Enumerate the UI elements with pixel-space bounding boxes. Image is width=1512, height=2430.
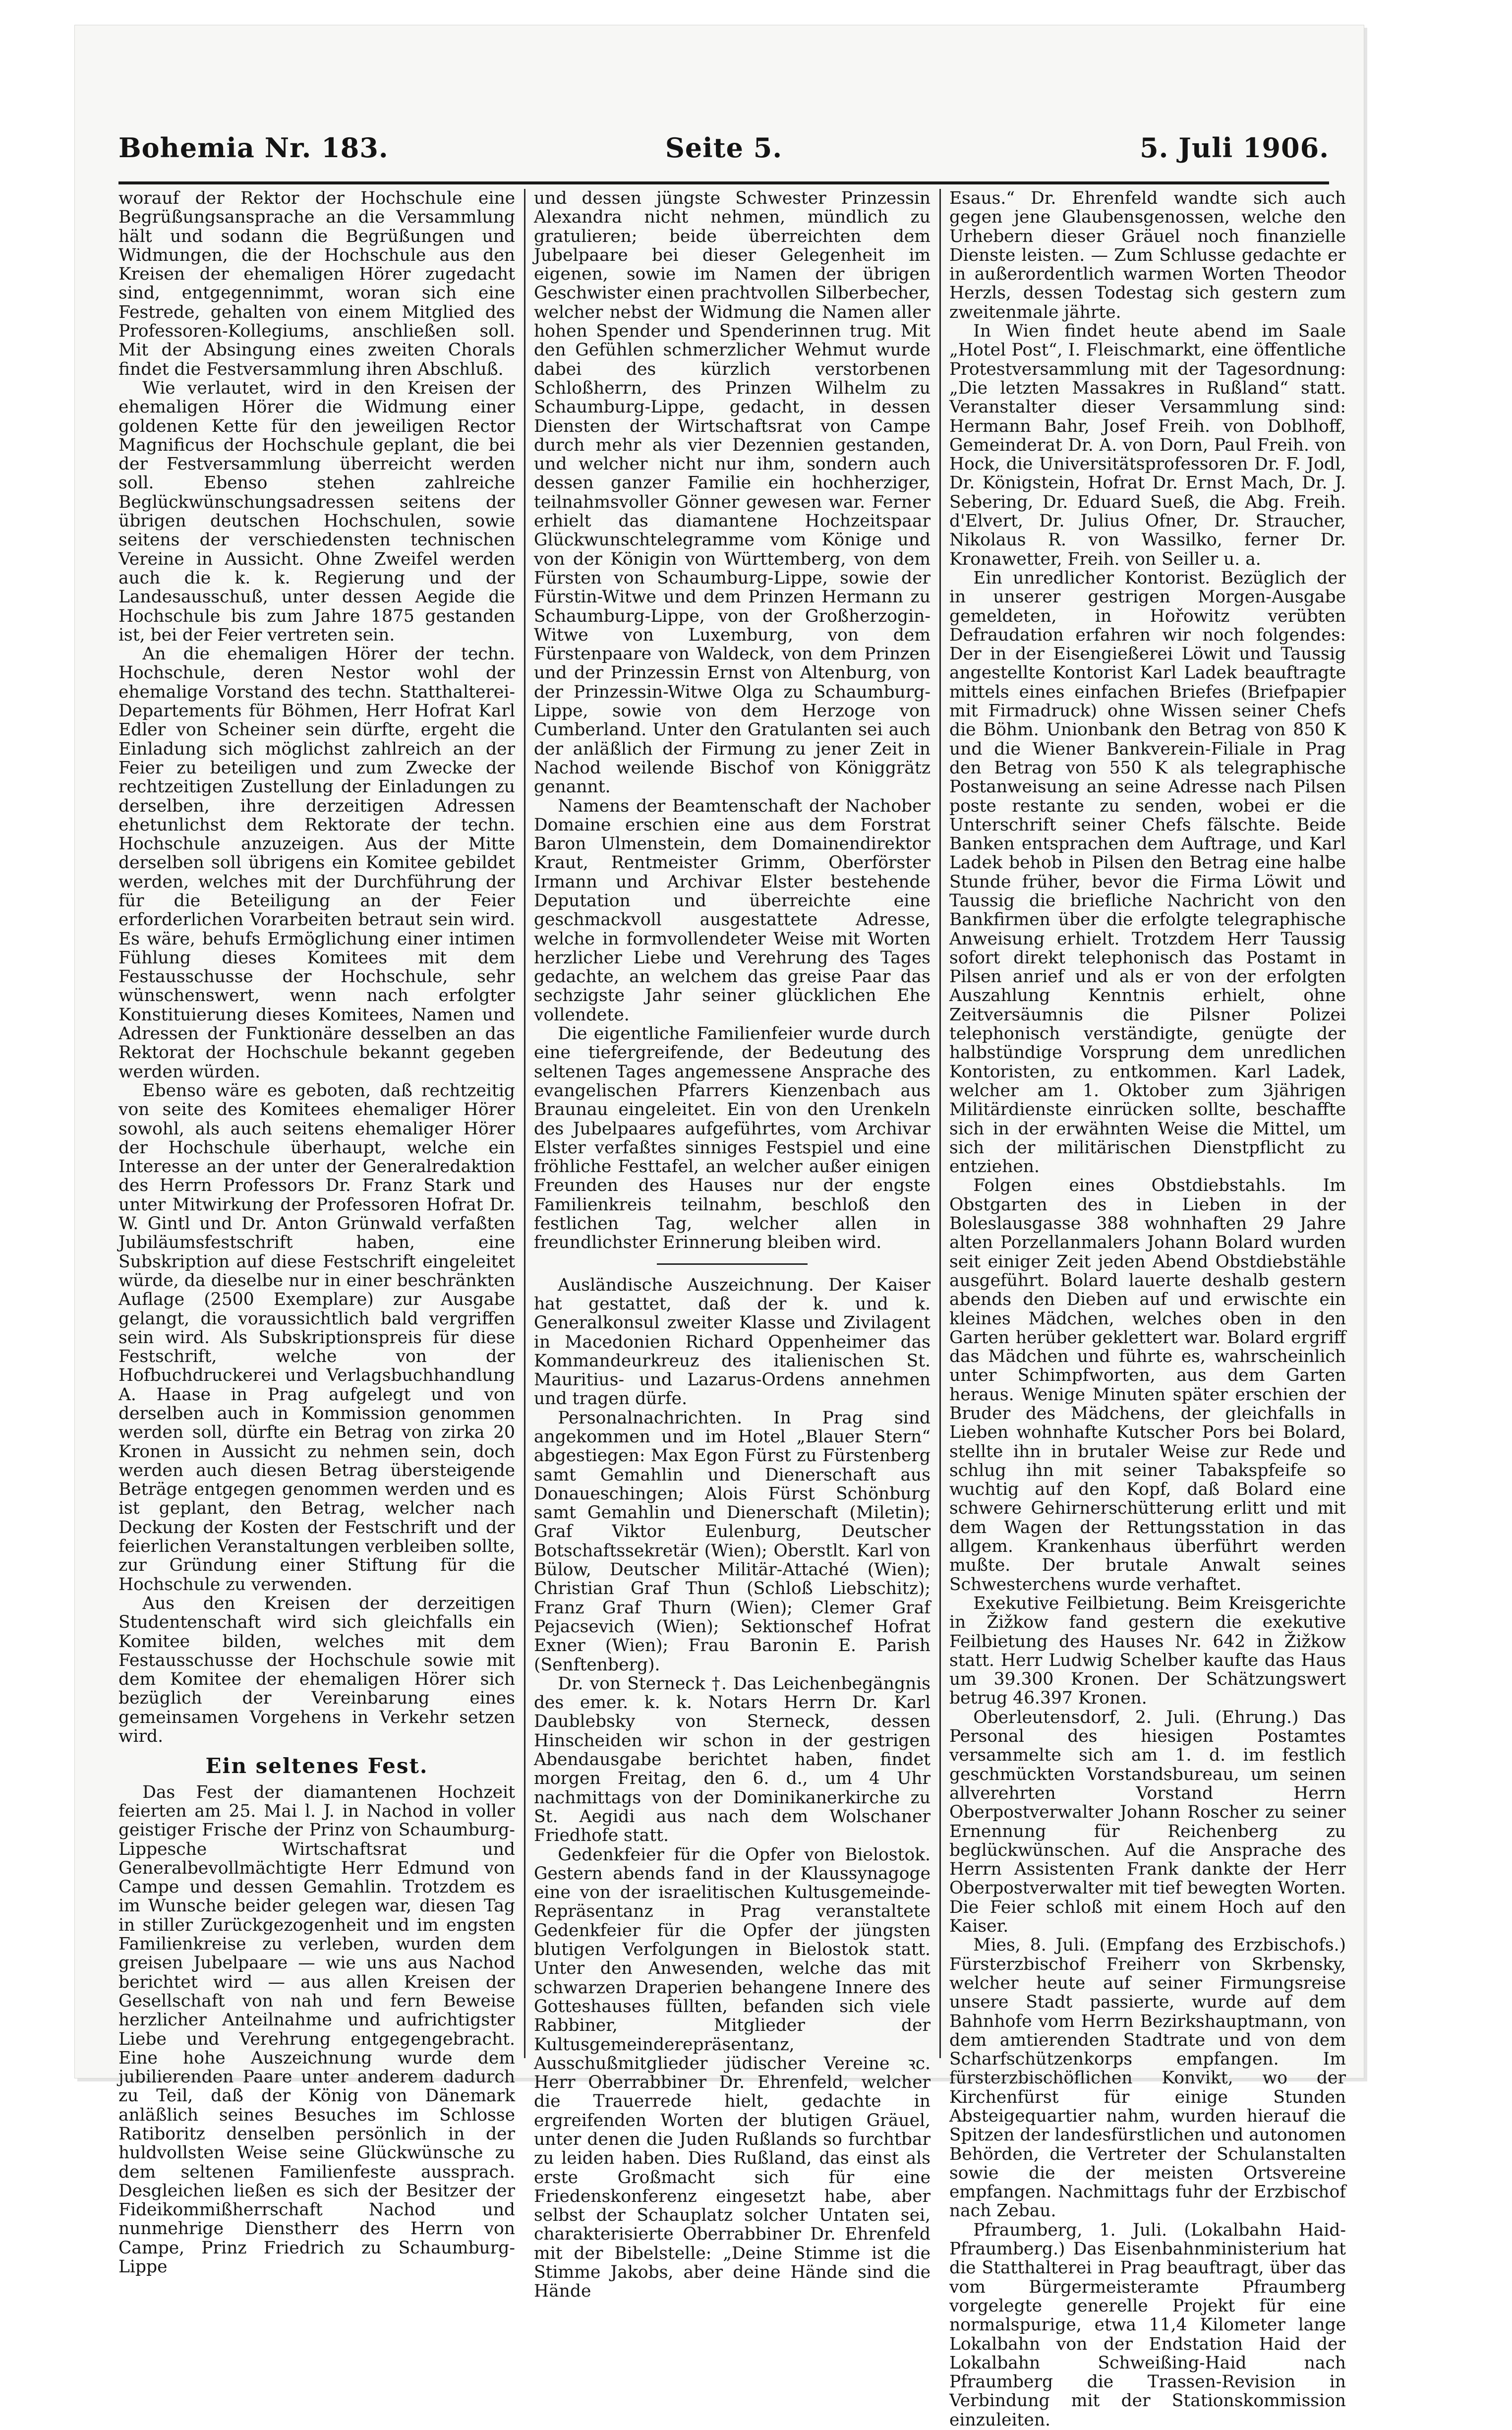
news-item: Ausländische Auszeichnung. Der Kaiser hat gestattet, daß der k. und k. Generalkonsul zweiter Klasse und Zivilagent in Macedonien Richard Oppenheimer das Kommandeurkreuz des italienischen St. Mauritius- und Lazarus-Ordens annehmen und tragen dürfe. (534, 1275, 930, 1409)
page-header (118, 132, 1329, 172)
article-paragraph: Aus den Kreisen der derzeitigen Studentenschaft wird sich gleichfalls ein Komitee bilden, welches mit dem Festausschusse der Hochschule sowie mit dem Komitee der ehemaligen Hörer sich bezüglich der Vereinbarung eines gemeinsamen Vorgehens in Verkehr setzen wird. (118, 1593, 515, 1747)
column-divider (524, 189, 525, 2058)
column-1 (118, 188, 515, 2277)
news-item: Ein unredlicher Kontorist. Bezüglich der in unserer gestrigen Morgen-Ausgabe gemeldeten, in Hořowitz verübten Defraudation erfahren wir noch folgendes: Der in der Eisengießerei Löwit und Taussig angestellte Kontorist Karl Ladek beauftragte mittels eines einfachen Briefes (Briefpapier mit Firmadruck) ohne Wissen seiner Chefs die Böhm. Unionbank den Betrag von 850 K und die Wiener Bankverein-Filiale in Prag den Betrag von 550 K als telegraphische Postanweisung an seine Adresse nach Pilsen poste restante zu senden, wobei er die Unterschrift seiner Chefs fälschte. Beide Banken entsprachen dem Auftrage, und Karl Ladek behob in Pilsen den Betrag eine halbe Stunde früher, bevor die Firma Löwit und Taussig die briefliche Nachricht von den Bankfirmen über die erfolgte telegraphische Anweisung erhielt. Trotzdem Herr Taussig sofort direkt telephonisch das Postamt in Pilsen anrief und als er von der erfolgten Auszahlung Kenntnis erhielt, ohne Zeitversäumnis die Pilsner Polizei telephonisch verständigte, genügte der halbstündige Vorsprung dem unredlichen Kontoristen, zu entkommen. Karl Ladek, welcher am 1. Oktober zum 3jährigen Militärdienste einrücken sollte, beschaffte sich in der erwähnten Weise die Mittel, um sich der militärischen Dienstpflicht zu entziehen. (949, 568, 1346, 1177)
article-paragraph: Wie verlautet, wird in den Kreisen der ehemaligen Hörer die Widmung einer goldenen Kette für den jeweiligen Rector Magnificus der Hochschule geplant, die bei der Festversammlung überreicht werden soll. Ebenso stehen zahlreiche Beglückwünschungsadressen seitens der übrigen deutschen Hochschulen, sowie seitens der verschiedensten technischen Vereine in Aussicht. Ohne Zweifel werden auch die k. k. Regierung und der Landesausschuß, unter dessen Aegide die Hochschule bis zum Jahre 1875 gestanden ist, bei der Feier vertreten sein. (118, 378, 515, 645)
publication-title: Bohemia Nr. 183. (118, 132, 389, 164)
article-paragraph: Die eigentliche Familienfeier wurde durch eine tiefergreifende, der Bedeutung des seltenen Tages angemessene Ansprache des evangelischen Pfarrers Kienzenbach aus Braunau eingeleitet. Ein von den Urenkeln des Jubelpaares aufgeführtes, vom Archivar Elster verfaßtes sinniges Festspiel und eine fröhliche Festtafel, an welcher außer einigen Freunden des Hauses nur der engste Familienkreis teilnahm, beschloß den festlichen Tag, welcher allen in freundlichster Erinnerung bleiben wird. (534, 1024, 930, 1253)
newspaper-page (74, 25, 1364, 2430)
article-paragraph: Esaus.“ Dr. Ehrenfeld wandte sich auch gegen jene Glaubensgenossen, welche den Urhebern dieser Gräuel noch finanzielle Dienste leisten. — Zum Schlusse gedachte er in außerordentlich warmen Worten Theodor Herzls, dessen Todestag sich gestern zum zweitenmale jährte. (949, 188, 1346, 322)
news-item: Oberleutensdorf, 2. Juli. (Ehrung.) Das Personal des hiesigen Postamtes versammelte sich am 1. d. im festlich geschmückten Vorstandsbureau, um seinen allverehrten Vorstand Herrn Oberpostverwalter Johann Roscher zu seiner Ernennung für Reichenberg zu beglückwünschen. Auf die Ansprache des Herrn Assistenten Frank dankte der Herr Oberpostverwalter mit tief bewegten Worten. Die Feier schloß mit einem Hoch auf den Kaiser. (949, 1707, 1346, 1937)
column-2 (534, 188, 930, 2302)
news-item: Mies, 8. Juli. (Empfang des Erzbischofs.) Fürsterzbischof Freiherr von Skrbensky, welcher heute auf seiner Firmungsreise unsere Stadt passierte, wurde auf dem Bahnhofe vom Herrn Bezirkshauptmann, von dem amtierenden Stadtrate und von dem Scharfschützenkorps empfangen. Im fürsterzbischöflichen Konvikt, wo der Kirchenfürst für einige Stunden Absteigequartier nahm, wurden hierauf die Spitzen der landesfürstlichen und autonomen Behörden, die Vertreter der Schulanstalten sowie die der meisten Ortsvereine empfangen. Nachmittags fuhr der Erzbischof nach Zebau. (949, 1935, 1346, 2221)
article-paragraph: In Wien findet heute abend im Saale „Hotel Post“, I. Fleischmarkt, eine öffentliche Protestversammlung mit der Tagesordnung: „Die letzten Massakres in Rußland“ statt. Veranstalter dieser Versammlung sind: Hermann Bahr, Josef Freih. von Doblhoff, Gemeinderat Dr. A. von Dorn, Paul Freih. von Hock, die Universitätsprofessoren Dr. F. Jodl, Dr. Königstein, Hofrat Dr. Ernst Mach, Dr. J. Sebering, Dr. Eduard Sueß, die Abg. Freih. d'Elvert, Dr. Julius Ofner, Dr. Straucher, Nikolaus R. von Wassilko, ferner Dr. Kronawetter, Freih. von Seiller u. a. (949, 321, 1346, 569)
article-paragraph: An die ehemaligen Hörer der techn. Hochschule, deren Nestor wohl der ehemalige Vorstand des techn. Statthalterei-Departements für Böhmen, Herr Hofrat Karl Edler von Scheiner sein dürfte, ergeht die Einladung sich möglichst zahlreich an der Feier zu beteiligen und zum Zwecke der rechtzeitigen Zustellung der Einladungen zu derselben, ihre derzeitigen Adressen ehetunlichst dem Rektorate der techn. Hochschule anzuzeigen. Aus der Mitte derselben soll übrigens ein Komitee gebildet werden, welches mit der Durchführung der für die Beteiligung an der Feier erforderlichen Vorarbeiten betraut sein wird. Es wäre, behufs Ermöglichung einer intimen Fühlung dieses Komitees mit dem Festausschusse der Hochschule, sehr wünschenswert, wenn nach erfolgter Konstituierung dieses Komitees, Namen und Adressen der Funktionäre desselben an das Rektorat der Hochschule bekannt gegeben werden würden. (118, 644, 515, 1082)
article-paragraph: Ebenso wäre es geboten, daß rechtzeitig von seite des Komitees ehemaliger Hörer sowohl, als auch seitens ehemaliger Hörer der Hochschule überhaupt, welche ein Interesse an der unter der Generalredaktion des Herrn Professors Dr. Franz Stark und unter Mitwirkung der Professoren Hofrat Dr. W. Gintl und Dr. Anton Grünwald verfaßten Jubiläumsfestschrift haben, eine Subskription auf diese Festschrift eingeleitet würde, da dieselbe nur in einer beschränkten Auflage (2500 Exemplare) zur Ausgabe gelangt, die voraussichtlich bald vergriffen sein wird. Als Subskriptionspreis für diese Festschrift, welche von der Hofbuchdruckerei und Verlagsbuchhandlung A. Haase in Prag aufgelegt und von derselben auch in Kommission genommen werden soll, dürfte ein Betrag von zirka 20 Kronen in Aussicht zu nehmen sein, doch werden auch diesen Betrag übersteigende Beträge entgegen genommen werden und es ist geplant, den Betrag, welcher nach Deckung der Kosten der Festschrift und der feierlichen Veranstaltungen verbleiben sollte, zur Gründung einer Stiftung für die Hochschule zu verwenden. (118, 1080, 515, 1595)
news-item: Dr. von Sterneck †. Das Leichenbegängnis des emer. k. k. Notars Herrn Dr. Karl Daublebsky von Sterneck, dessen Hinscheiden wir schon in der gestrigen Abendausgabe berichtet haben, findet morgen Freitag, den 6. d., um 4 Uhr nachmittags von der Dominikanerkirche zu St. Aegidi aus nach dem Wolschaner Friedhofe statt. (534, 1673, 930, 1846)
news-item: Folgen eines Obstdiebstahls. Im Obstgarten des in Lieben in der Boleslausgasse 388 wohnhaften 29 Jahre alten Porzellanmalers Johann Bolard wurden seit einiger Zeit jeden Abend Obstdiebstähle ausgeführt. Bolard lauerte deshalb gestern abends den Dieben auf und erwischte ein kleines Mädchen, welches oben in den Garten herüber geklettert war. Bolard ergriff das Mädchen und führte es, wahrscheinlich unter Schimpfworten, aus dem Garten heraus. Wenige Minuten später erschien der Bruder des Mädchens, der gleichfalls in Lieben wohnhafte Kutscher Pors bei Bolard, stellte ihn in brutaler Weise zur Rede und schlug ihn mit seiner Tabakspfeife so wuchtig auf den Kopf, daß Bolard eine schwere Gehirnerschütterung erlitt und mit dem Wagen der Rettungsstation in das allgem. Krankenhaus überführt werden mußte. Der brutale Anwalt seines Schwesterchens wurde verhaftet. (949, 1176, 1346, 1595)
article-paragraph: Namens der Beamtenschaft der Nachober Domaine erschien eine aus dem Forstrat Baron Ulmenstein, dem Domainendirektor Kraut, Rentmeister Grimm, Oberförster Irmann und Archivar Elster bestehende Deputation und überreichte eine geschmackvoll ausgestattete Adresse, welche in formvollendeter Weise mit Worten herzlicher Liebe und Verehrung des Tages gedachte, an welchem das greise Paar das sechzigste Jahr seiner glücklichen Ehe vollendete. (534, 796, 930, 1025)
column-divider (939, 189, 941, 2058)
news-item: Exekutive Feilbietung. Beim Kreisgerichte in Žižkow fand gestern die exekutive Feilbietung des Hauses Nr. 642 in Žižkow statt. Herr Ludwig Schelber kaufte das Haus um 39.300 Kronen. Der Schätzungswert betrug 46.397 Kronen. (949, 1593, 1346, 1709)
news-item: Gedenkfeier für die Opfer von Bielostok. Gestern abends fand in der Klaussynagoge eine von der israelitischen Kultusgemeinde-Repräsentanz in Prag veranstaltete Gedenkfeier für die Opfer der jüngsten blutigen Verfolgungen in Bielostok statt. Unter den Anwesenden, welche das mit schwarzen Draperien behangene Innere des Gotteshauses füllten, befanden sich viele Rabbiner, Mitglieder der Kultusgemeinderepräsentanz, Ausschußmitglieder jüdischer Vereine ꝛc. Herr Oberrabbiner Dr. Ehrenfeld, welcher die Trauerrede hielt, gedachte in ergreifenden Worten der blutigen Gräuel, unter denen die Juden Rußlands so furchtbar zu leiden haben. Dies Rußland, das einst als erste Großmacht sich für eine Friedenskonferenz eingesetzt habe, aber selbst der Schauplatz solcher Untaten sei, charakterisierte Oberrabbiner Dr. Ehrenfeld mit der Bibelstelle: „Deine Stimme ist die Stimme Jakobs, aber deine Hände sind die Hände (534, 1844, 930, 2302)
section-separator (657, 1263, 808, 1265)
header-rule (118, 181, 1329, 184)
news-item: Personalnachrichten. In Prag sind angekommen und im Hotel „Blauer Stern“ abgestiegen: Max Egon Fürst zu Fürstenberg samt Gemahlin und Dienerschaft aus Donaueschingen; Alois Fürst Schönburg samt Gemahlin und Dienerschaft (Miletin); Graf Viktor Eulenburg, Deutscher Botschaftssekretär (Wien); Oberstlt. Karl von Bülow, Deutscher Militär-Attaché (Wien); Christian Graf Thun (Schloß Liebschitz); Franz Graf Thurn (Wien); Clemer Graf Pejacsevich (Wien); Sektionschef Hofrat Exner (Wien); Frau Baronin E. Parish (Senftenberg). (534, 1408, 930, 1675)
article-heading: Ein seltenes Fest. (205, 1754, 428, 1778)
article-paragraph: und dessen jüngste Schwester Prinzessin Alexandra nicht nehmen, mündlich zu gratulieren; beide überreichten dem Jubelpaare bei dieser Gelegenheit im eigenen, sowie im Namen der übrigen Geschwister einen prachtvollen Silberbecher, welcher nebst der Widmung die Namen aller hohen Spender und Spenderinnen trug. Mit den Gefühlen schmerzlicher Wehmut wurde dabei des kürzlich verstorbenen Schloßherrn, des Prinzen Wilhelm zu Schaumburg-Lippe, gedacht, in dessen Diensten der Wirtschaftsrat von Campe durch mehr als vier Dezennien gestanden, und welcher nicht nur ihm, sondern auch dessen ganzer Familie ein hochherziger, teilnahmsvoller Gönner gewesen war. Ferner erhielt das diamantene Hochzeitspaar Glückwunschtelegramme vom Könige und von der Königin von Württemberg, von dem Fürsten von Schaumburg-Lippe, sowie der Fürstin-Witwe und dem Prinzen Hermann zu Schaumburg-Lippe, von der Großherzogin-Witwe von Luxemburg, von dem Fürstenpaare von Waldeck, von dem Prinzen und der Prinzessin Ernst von Altenburg, von der Prinzessin-Witwe Olga zu Schaumburg-Lippe, sowie von dem Herzoge von Cumberland. Unter den Gratulanten sei auch der anläßlich der Firmung zu jener Zeit in Nachod weilende Bischof von Königgrätz genannt. (534, 188, 930, 797)
column-3 (949, 188, 1346, 2430)
article-paragraph: worauf der Rektor der Hochschule eine Begrüßungsansprache an die Versammlung hält und sodann die Begrüßungen und Widmungen, die der Hochschule aus den Kreisen der ehemaligen Hörer zugedacht sind, entgegennimmt, woran sich eine Festrede, gehalten von einem Mitglied des Professoren-Kollegiums, anschließen soll. Mit der Absingung eines zweiten Chorals findet die Festversammlung ihren Abschluß. (118, 188, 515, 379)
news-item: Pfraumberg, 1. Juli. (Lokalbahn Haid-Pfraumberg.) Das Eisenbahnministerium hat die Statthalterei in Prag beauftragt, über das vom Bürgermeisteramte Pfraumberg vorgelegte generelle Projekt für eine normalspurige, etwa 11,4 Kilometer lange Lokalbahn von der Endstation Haid der Lokalbahn Schweißing-Haid nach Pfraumberg die Trassen-Revision in Verbindung mit der Stationskommission einzuleiten. (949, 2220, 1346, 2430)
issue-date: 5. Juli 1906. (1140, 132, 1329, 164)
article-paragraph: Das Fest der diamantenen Hochzeit feierten am 25. Mai l. J. in Nachod in voller geistiger Frische der Prinz von Schaumburg-Lippesche Wirtschaftsrat und Generalbevollmächtigte Herr Edmund von Campe und dessen Gemahlin. Trotzdem es im Wunsche beider gelegen war, diesen Tag in stiller Zurückgezogenheit und im engsten Familienkreise zu verleben, wurden dem greisen Jubelpaare — wie uns aus Nachod berichtet wird — aus allen Kreisen der Gesellschaft von nah und fern Beweise herzlicher Anteilnahme und aufrichtigster Liebe und Verehrung entgegengebracht. Eine hohe Auszeichnung wurde dem jubilierenden Paare unter anderem dadurch zu Teil, daß der König von Dänemark anläßlich seines Besuches im Schlosse Ratiboritz denselben persönlich in der huldvollsten Weise seine Glückwünsche zu dem seltenen Familienfeste aussprach. Desgleichen ließen es sich der Besitzer der Fideikommißherrschaft Nachod und nunmehrige Dienstherr des Herrn von Campe, Prinz Friedrich zu Schaumburg-Lippe (118, 1782, 515, 2277)
page-number: Seite 5. (665, 132, 783, 164)
